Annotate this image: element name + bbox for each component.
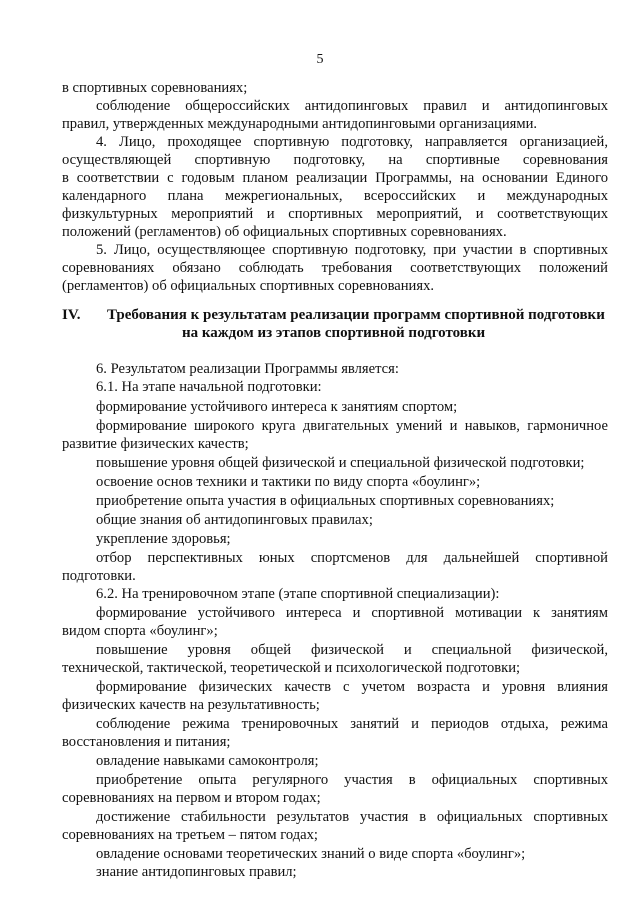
text-line: физических качеств на результативность; (62, 697, 320, 713)
text-line: повышение уровня общей физической и специальной физической подготовки; (96, 455, 585, 471)
text-line: в соответствии с годовым планом реализации Программы, на основании Единого (62, 170, 608, 186)
text-line: соблюдение режима тренировочных занятий и периодов отдыха, режима (96, 716, 608, 732)
text-line: развитие физических качеств; (62, 436, 249, 452)
text-line: правил, утвержденных международными антидопинговыми организациями. (62, 116, 538, 132)
text-line: овладение навыками самоконтроля; (96, 753, 319, 769)
text-line: физкультурных мероприятий и спортивных мероприятий, и соответствующих (62, 206, 608, 222)
text-line: 6.2. На тренировочном этапе (этапе спортивной специализации): (96, 586, 500, 602)
text-line: знание антидопинговых правил; (96, 864, 297, 880)
section-number: IV. (62, 307, 81, 323)
text-line: освоение основ техники и тактики по виду спорта «боулинг»; (96, 474, 481, 490)
text-line: формирование устойчивого интереса и спортивной мотивации к занятиям (96, 605, 608, 621)
text-line: достижение стабильности результатов участия в официальных спортивных (96, 809, 608, 825)
text-line: общие знания об антидопинговых правилах; (96, 512, 373, 528)
text-line: укрепление здоровья; (96, 531, 231, 547)
text-line: соревнованиях на третьем – пятом годах; (62, 827, 318, 843)
text-line: технической, тактической, теоретической и психологической подготовки; (62, 660, 521, 676)
text-line: формирование физических качеств с учетом возраста и уровня влияния (96, 679, 608, 695)
text-line: восстановления и питания; (62, 734, 231, 750)
text-line: приобретение опыта регулярного участия в официальных спортивных (96, 772, 608, 788)
text-line: формирование устойчивого интереса к занятиям спортом; (96, 399, 458, 415)
section-title-line-1: Требования к результатам реализации программ спортивной подготовки (107, 307, 605, 323)
text-line: подготовки. (62, 568, 136, 584)
text-line: (регламентов) об официальных спортивных соревнованиях. (62, 278, 435, 294)
text-line: видом спорта «боулинг»; (62, 623, 218, 639)
text-line: 4. Лицо, проходящее спортивную подготовку, направляется организацией, (96, 134, 608, 150)
text-line: соревнованиях на первом и втором годах; (62, 790, 321, 806)
text-line: овладение основами теоретических знаний о виде спорта «боулинг»; (96, 846, 526, 862)
text-line: соревнованиях обязано соблюдать требования соответствующих положений (62, 260, 608, 276)
text-line: формирование широкого круга двигательных умений и навыков, гармоничное (96, 418, 608, 434)
text-line: осуществляющей спортивную подготовку, на спортивные соревнования (62, 152, 608, 168)
text-line: соблюдение общероссийских антидопинговых правил и антидопинговых (96, 98, 608, 114)
text-line: положений (регламентов) об официальных спортивных соревнованиях. (62, 224, 507, 240)
page-number: 5 (316, 52, 324, 67)
text-line: в спортивных соревнованиях; (62, 80, 248, 96)
text-line: отбор перспективных юных спортсменов для дальнейшей спортивной (96, 550, 608, 566)
text-line: 5. Лицо, осуществляющее спортивную подготовку, при участии в спортивных (96, 242, 608, 258)
text-line: 6. Результатом реализации Программы является: (96, 361, 399, 377)
section-title-line-2: на каждом из этапов спортивной подготовки (182, 325, 486, 341)
text-line: 6.1. На этапе начальной подготовки: (96, 379, 322, 395)
text-line: повышение уровня общей физической и специальной физической, (96, 642, 608, 658)
text-line: приобретение опыта участия в официальных спортивных соревнованиях; (96, 493, 555, 509)
text-line: календарного плана межрегиональных, всероссийских и международных (62, 188, 608, 204)
